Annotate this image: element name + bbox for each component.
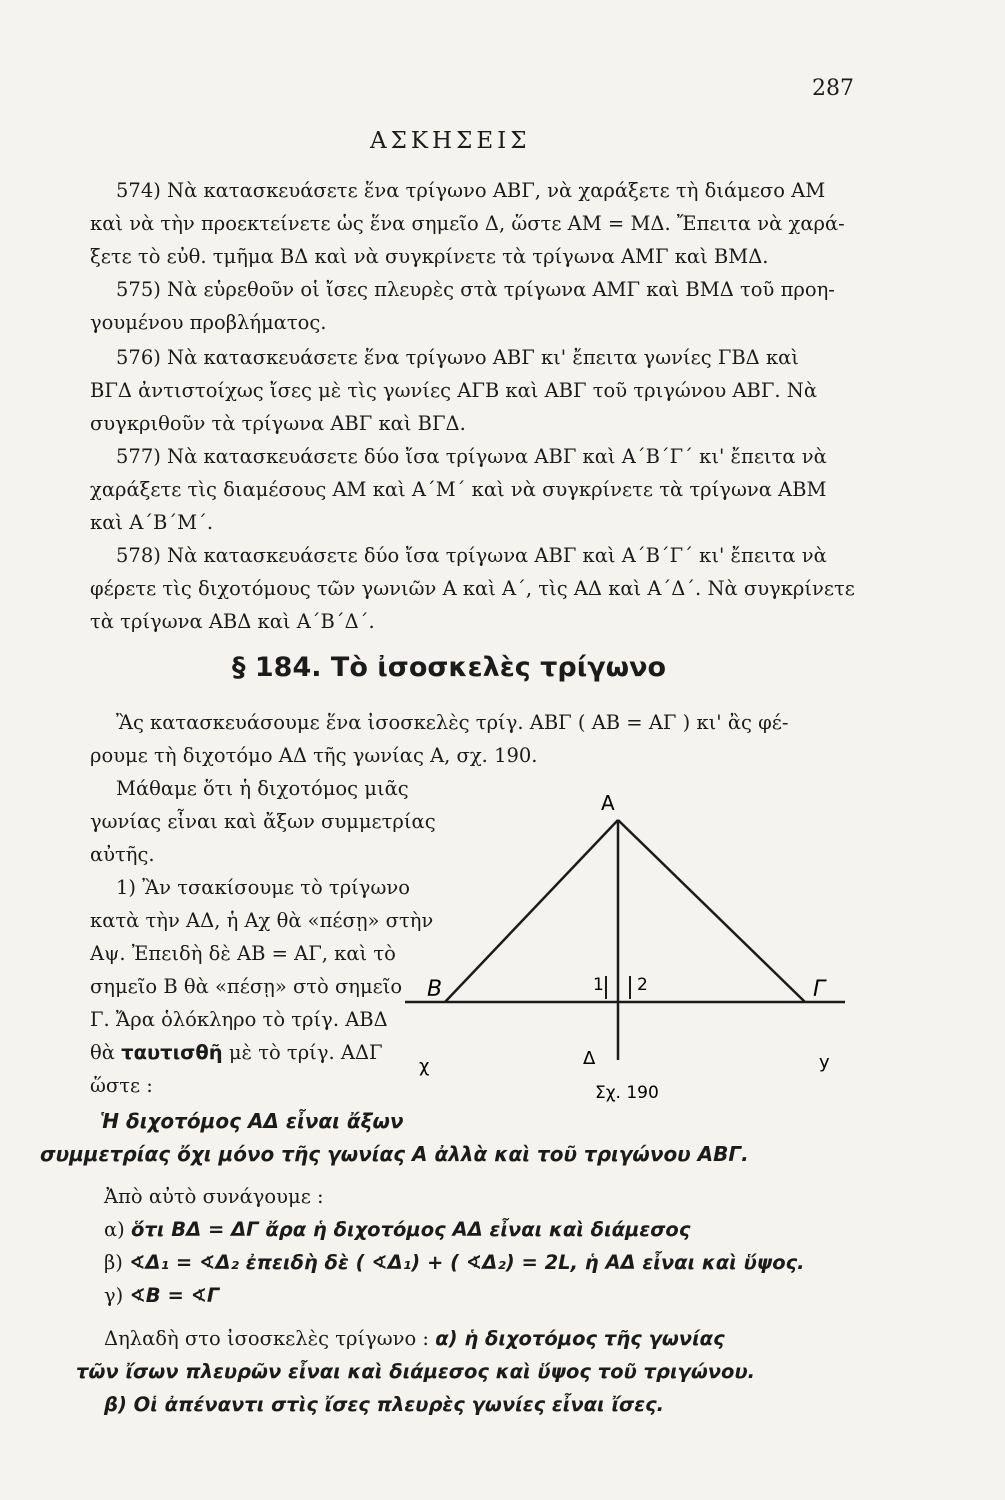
exercise-578-line-3: τὰ τρίγωνα ΑΒΔ καὶ Α΄Β΄Δ΄. — [90, 610, 375, 633]
summary-prefix: Δηλαδὴ στο ἰσοσκελὲς τρίγωνο : — [104, 1327, 430, 1350]
exercise-574-line-2: καὶ νὰ τὴν προεκτείνετε ὡς ἕνα σημεῖο Δ, ὥστε ΑΜ = ΜΔ. Ἔπειτα νὰ χαρά- — [90, 212, 845, 235]
exercise-578-line-1: 578) Νὰ κατασκευάσετε δύο ἴσα τρίγωνα ΑΒΓ καὶ Α΄Β΄Γ΄ κι' ἔπειτα νὰ — [116, 544, 827, 567]
exercise-576-line-1: 576) Νὰ κατασκευάσετε ἕνα τρίγωνο ΑΒΓ κι' ἔπειτα γωνίες ΓΒΔ καὶ — [116, 346, 799, 369]
conclusion-b-label: β) — [104, 1251, 123, 1274]
label-a: Α — [601, 791, 615, 815]
exercise-575-line-1: 575) Νὰ εὑρεθοῦν οἱ ἴσες πλευρὲς στὰ τρίγωνα ΑΜΓ καὶ ΒΜΔ τοῦ προη- — [116, 278, 835, 301]
narrow-line-10: ὥστε : — [90, 1074, 153, 1097]
narrow-line-9-end: μὲ τὸ τρίγ. ΑΔΓ — [228, 1041, 383, 1064]
label-y: y — [819, 1052, 830, 1073]
label-b: Β — [427, 977, 443, 1002]
label-angle-1: 1 — [593, 975, 604, 995]
figure-190 — [405, 780, 875, 1110]
label-x: χ — [419, 1056, 430, 1077]
conclusion-a — [104, 1217, 690, 1243]
conclusion-b — [104, 1250, 805, 1276]
exercise-578-line-2: φέρετε τὶς διχοτόμους τῶν γωνιῶν Α καὶ Α΄, τὶς ΑΔ καὶ Α΄Δ΄. Νὰ συγκρίνετε — [90, 577, 855, 600]
exercise-577-line-1: 577) Νὰ κατασκευάσετε δύο ἴσα τρίγωνα ΑΒΓ καὶ Α΄Β΄Γ΄ κι' ἔπειτα νὰ — [116, 445, 827, 468]
label-g: Γ — [813, 977, 826, 1002]
page-number: 287 — [812, 76, 854, 101]
conclude-intro: Ἀπὸ αὐτὸ συνάγουμε : — [104, 1185, 324, 1208]
narrow-line-7: σημεῖο Β θὰ «πέσῃ» στὸ σημεῖο — [90, 975, 403, 998]
exercise-574-line-3: ξετε τὸ εὐθ. τμῆμα ΒΔ καὶ νὰ συγκρίνετε τὰ τρίγωνα ΑΜΓ καὶ ΒΜΔ. — [90, 245, 769, 268]
intro-line-2: ρουμε τὴ διχοτόμο ΑΔ τῆς γωνίας Α, σχ. 190. — [90, 744, 538, 767]
narrow-line-5: κατὰ τὴν ΑΔ, ἡ Αχ θὰ «πέσῃ» στὴν — [90, 909, 434, 932]
summary-a: α) ἡ διχοτόμος τῆς γωνίας — [435, 1327, 725, 1350]
section-title: § 184. Τὸ ἰσοσκελὲς τρίγωνο — [232, 652, 667, 683]
intro-line-1: Ἂς κατασκευάσουμε ἕνα ἰσοσκελὲς τρίγ. ΑΒΓ ( ΑΒ = ΑΓ ) κι' ἂς φέ- — [116, 711, 789, 734]
conclusion-a-label: α) — [104, 1218, 125, 1241]
conclusion-c-text: ∢Β = ∢Γ — [129, 1284, 220, 1307]
narrow-line-3: αὐτῆς. — [90, 843, 155, 866]
emphasis-word: ταυτισθῆ — [121, 1041, 223, 1064]
conclusion-c-label: γ) — [104, 1284, 124, 1307]
summary-line-1 — [104, 1326, 725, 1352]
narrow-line-8: Γ. Ἄρα ὁλόκληρο τὸ τρίγ. ΑΒΔ — [90, 1008, 388, 1031]
statement-line-1: Ἡ διχοτόμος ΑΔ εἶναι ἄξων — [100, 1109, 404, 1133]
exercise-577-line-3: καὶ Α΄Β΄Μ΄. — [90, 511, 214, 534]
narrow-line-6: Αψ. Ἐπειδὴ δὲ ΑΒ = ΑΓ, καὶ τὸ — [90, 942, 396, 965]
conclusion-c — [104, 1283, 219, 1309]
exercise-574-line-1: 574) Νὰ κατασκευάσετε ἕνα τρίγωνο ΑΒΓ, νὰ χαράξετε τὴ διάμεσο ΑΜ — [116, 179, 826, 202]
summary-line-3: β) Οἱ ἀπέναντι στὶς ἴσες πλευρὲς γωνίες εἶναι ἴσες. — [104, 1393, 665, 1416]
conclusion-b-text: ∢Δ₁ = ∢Δ₂ ἐπειδὴ δὲ ( ∢Δ₁) + ( ∢Δ₂) = 2L, ἡ ΑΔ εἶναι καὶ ὕψος. — [129, 1251, 805, 1274]
exercise-576-line-2: ΒΓΔ ἀντιστοίχως ἴσες μὲ τὶς γωνίες ΑΓΒ καὶ ΑΒΓ τοῦ τριγώνου ΑΒΓ. Νὰ — [90, 379, 817, 402]
exercise-575-line-2: γουμένου προβλήματος. — [90, 311, 327, 334]
narrow-line-9 — [90, 1040, 383, 1066]
statement-line-2: συμμετρίας ὄχι μόνο τῆς γωνίας Α ἀλλὰ καὶ τοῦ τριγώνου ΑΒΓ. — [40, 1142, 749, 1166]
label-d: Δ — [583, 1048, 596, 1069]
summary-line-2: τῶν ἴσων πλευρῶν εἶναι καὶ διάμεσος καὶ ὕψος τοῦ τριγώνου. — [76, 1360, 756, 1383]
conclusion-a-text: ὅτι ΒΔ = ΔΓ ἄρα ἡ διχοτόμος ΑΔ εἶναι καὶ διάμεσος — [130, 1218, 691, 1241]
narrow-line-9-start: θὰ — [90, 1041, 115, 1064]
exercise-577-line-2: χαράξετε τὶς διαμέσους ΑΜ καὶ Α΄Μ΄ καὶ νὰ συγκρίνετε τὰ τρίγωνα ΑΒΜ — [90, 478, 827, 501]
narrow-line-2: γωνίας εἶναι καὶ ἄξων συμμετρίας — [90, 810, 436, 833]
narrow-line-1: Μάθαμε ὅτι ἡ διχοτόμος μιᾶς — [116, 777, 409, 800]
figure-caption: Σχ. 190 — [595, 1083, 659, 1103]
label-angle-2: 2 — [637, 975, 648, 995]
exercises-heading: ΑΣΚΗΣΕΙΣ — [370, 128, 531, 154]
exercise-576-line-3: συγκριθοῦν τὰ τρίγωνα ΑΒΓ καὶ ΒΓΔ. — [90, 412, 466, 435]
narrow-line-4: 1) Ἂν τσακίσουμε τὸ τρίγωνο — [116, 876, 410, 899]
